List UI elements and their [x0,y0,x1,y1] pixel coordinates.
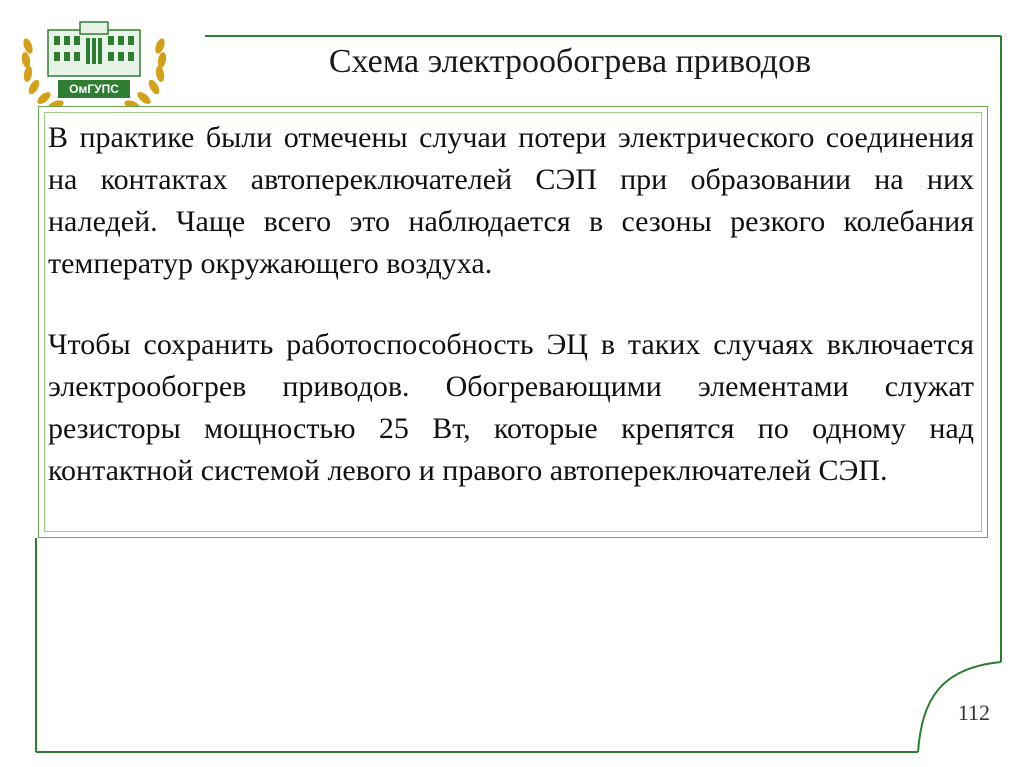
university-logo [18,16,170,116]
logo-label: ОмГУПС [69,82,119,96]
paragraph-2: Чтобы сохранить работоспособность ЭЦ в таких случаях включается электрообогрев приводов. Обогревающими элементами служат резисторы мощностью 25 Вт, которые крепятся по одному над контактной системой левого и правого автопереключателей СЭП. [48,328,974,487]
paragraph-1: В практике были отмечены случаи потери электрического соединения на контактах автопереключателей СЭП при образовании на них наледей. Чаще всего это наблюдается в сезоны резкого колебания температур окружающего воздуха. [48,121,974,280]
page-number: 112 [957,700,990,725]
slide-title: Схема электрообогрева приводов [328,43,812,80]
